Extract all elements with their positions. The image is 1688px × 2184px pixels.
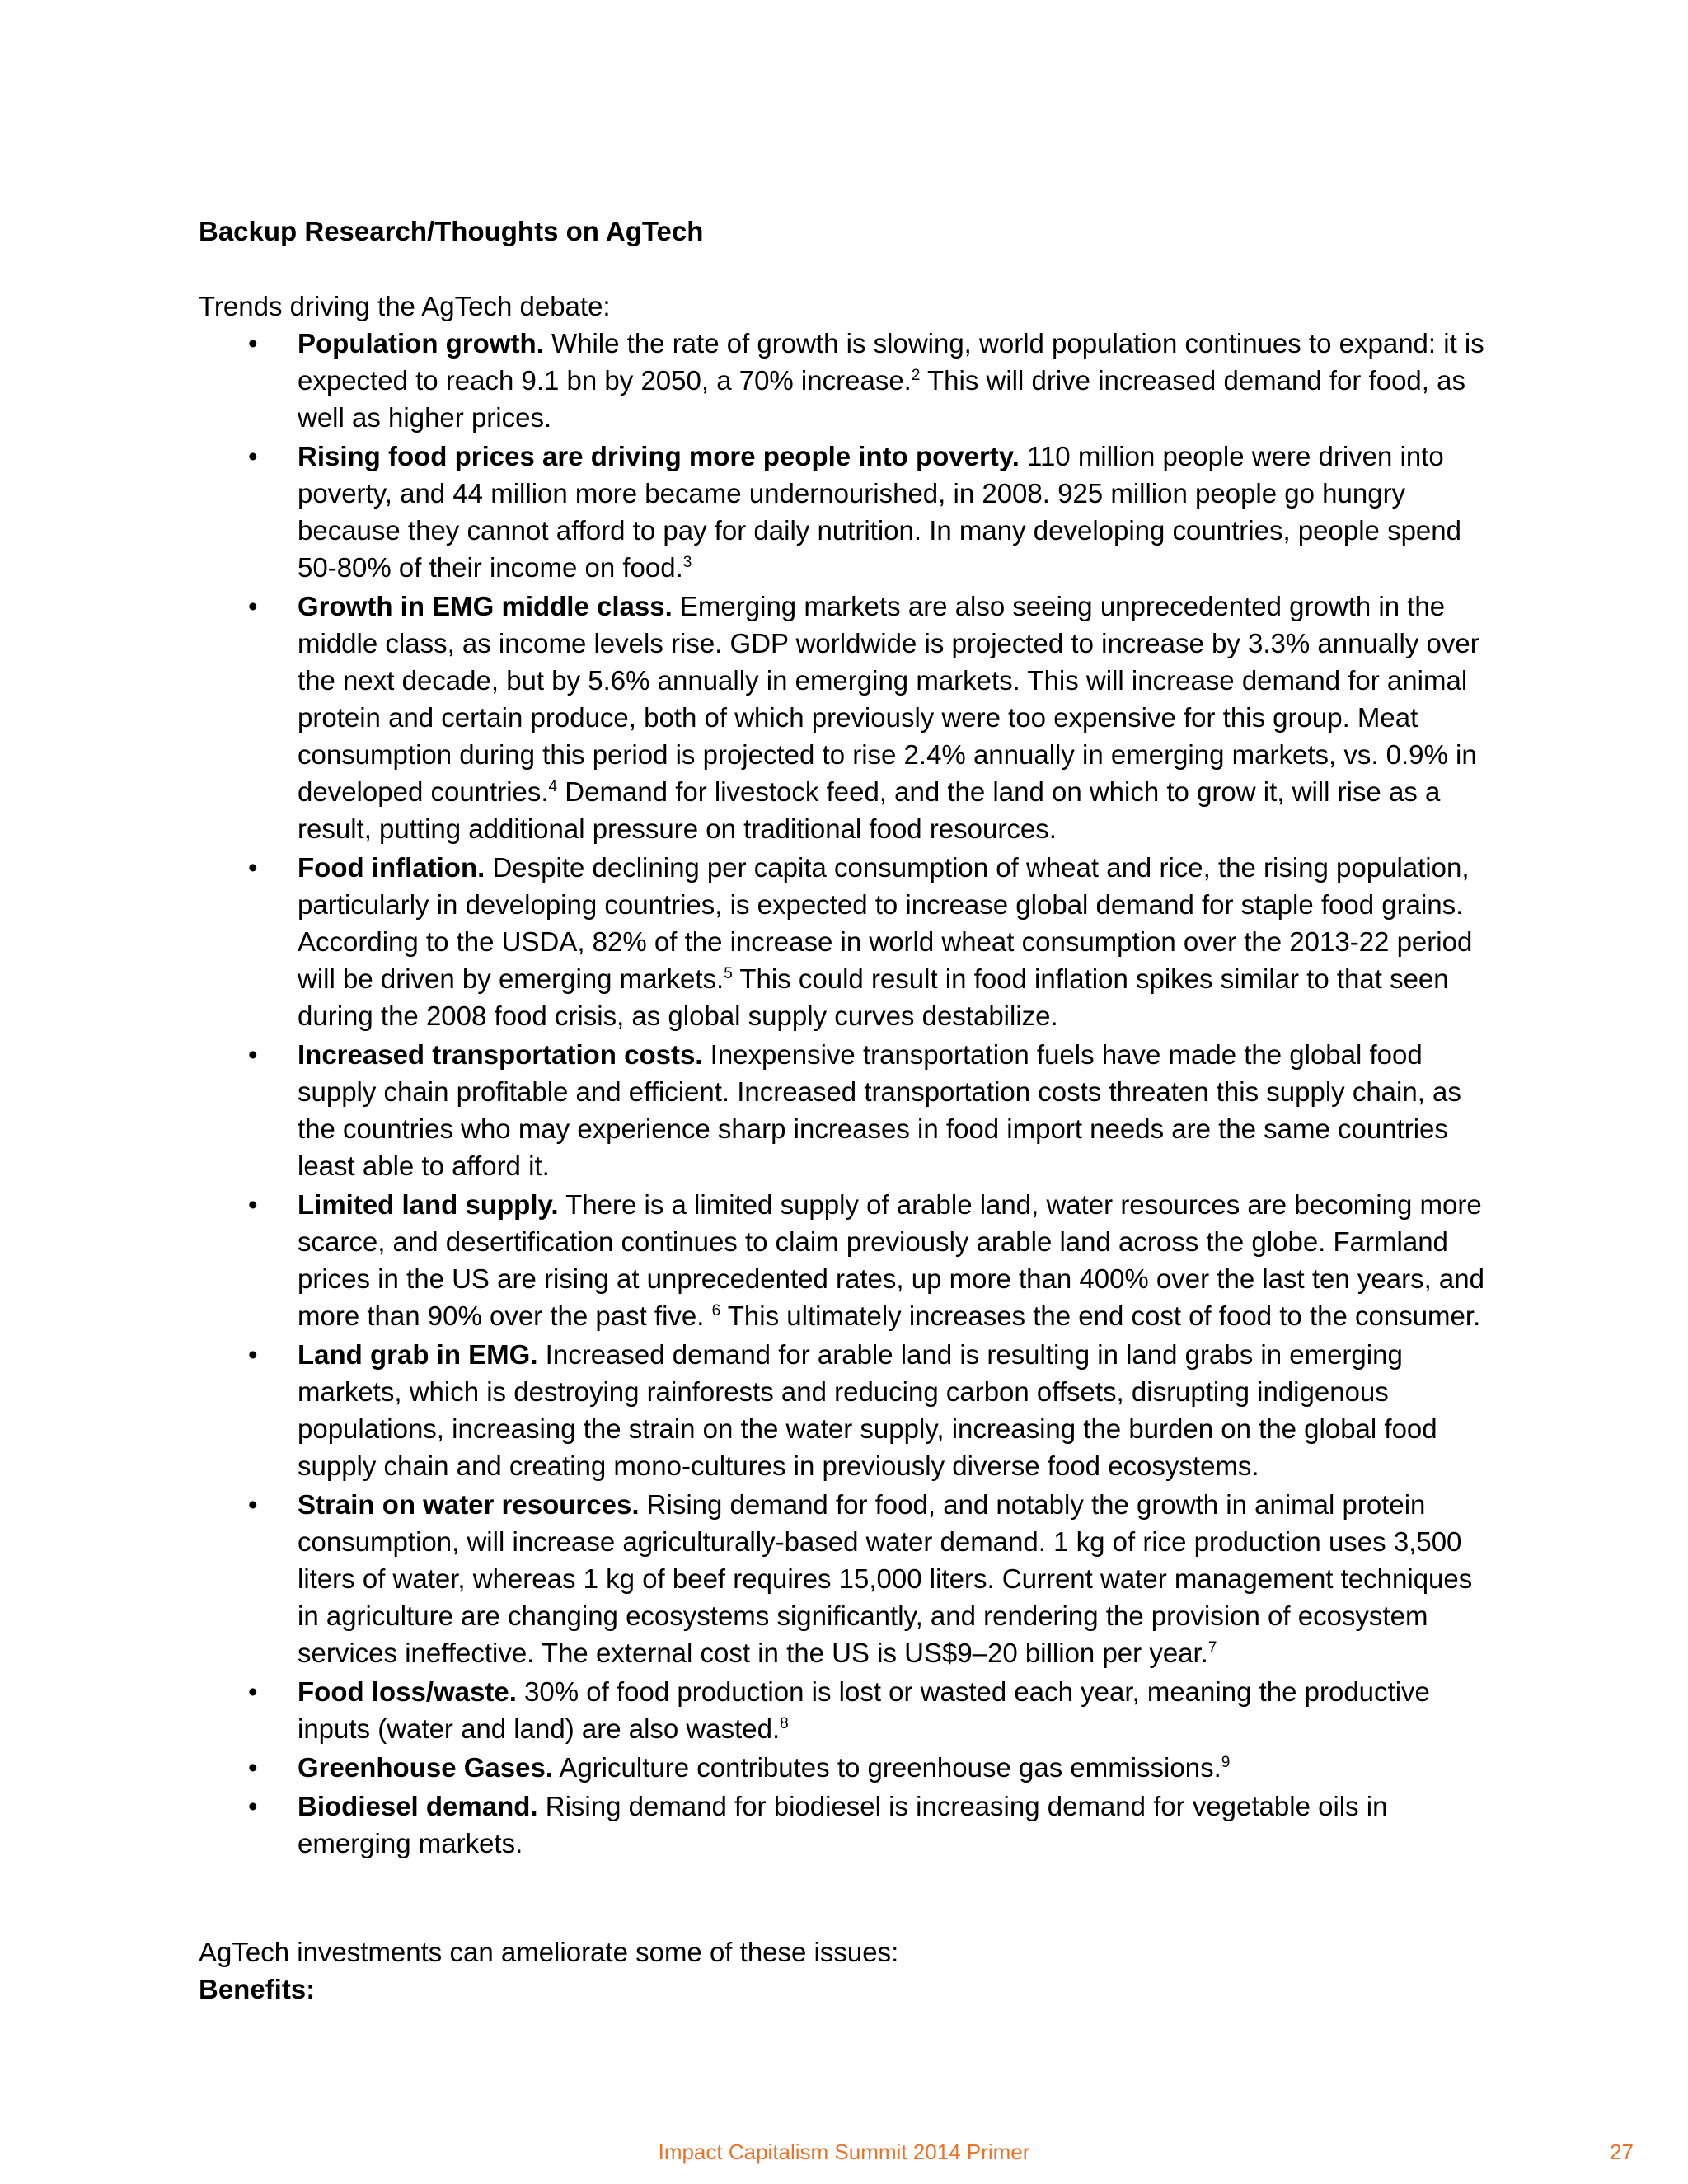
item-title: Limited land supply. <box>298 1189 559 1220</box>
item-text: Agriculture contributes to greenhouse gas emmissions. <box>552 1752 1221 1783</box>
list-item <box>199 588 1497 847</box>
bullet-icon: • <box>248 441 258 471</box>
bullet-icon: • <box>248 591 258 621</box>
trends-list <box>199 325 1497 1863</box>
item-text: Rising demand for biodiesel is increasing demand for vegetable oils in emerging markets. <box>298 1791 1388 1858</box>
item-text: Inexpensive transportation fuels have made the global food supply chain profitable and efficient. Increased transportation costs threaten this supply chain, as the countries who may experience sharp increases in food import needs are the same countries least able to afford it. <box>298 1039 1461 1181</box>
item-title: Growth in EMG middle class. <box>298 591 673 621</box>
list-item <box>199 1486 1497 1671</box>
item-text-tail: This will drive increased demand for food, as well as higher prices. <box>298 365 1465 433</box>
list-item <box>199 1749 1497 1786</box>
intro-text: Trends driving the AgTech debate: <box>199 291 611 321</box>
footnote-ref: 2 <box>911 367 921 384</box>
closing-text: AgTech investments can ameliorate some of these issues: <box>199 1937 899 1967</box>
bullet-icon: • <box>248 328 258 359</box>
bullet-icon: • <box>248 1039 258 1070</box>
bullet-icon: • <box>248 1339 258 1370</box>
bullet-icon: • <box>248 1676 258 1707</box>
footnote-ref: 8 <box>780 1715 789 1732</box>
benefits-label: Benefits: <box>199 1974 316 2004</box>
item-title: Increased transportation costs. <box>298 1039 703 1070</box>
item-text: There is a limited supply of arable land, water resources are becoming more scarce, and desertification continues to claim previously arable land across the globe. Farmland prices in the US are rising at unprecedented rates, up more than 400% over the last ten years, and more than 90% over the past five. <box>298 1189 1484 1331</box>
footnote-ref: 4 <box>548 778 558 795</box>
item-title: Food loss/waste. <box>298 1676 517 1707</box>
bullet-icon: • <box>248 1752 258 1783</box>
footnote-ref: 6 <box>711 1302 721 1319</box>
item-title: Biodiesel demand. <box>298 1791 538 1821</box>
item-title: Strain on water resources. <box>298 1489 640 1520</box>
item-title: Land grab in EMG. <box>298 1339 538 1370</box>
item-text: Emerging markets are also seeing unprecedented growth in the middle class, as income levels rise. GDP worldwide is projected to increase by 3.3% annually over the next decade, but by 5.6% annually in emerging markets. This will increase demand for animal protein and certain produce, both of which previously were too expensive for this group. Meat consumption during this period is projected to rise 2.4% annually in emerging markets, vs. 0.9% in developed countries. <box>298 591 1479 807</box>
bullet-icon: • <box>248 1189 258 1220</box>
list-item <box>199 849 1497 1034</box>
list-item <box>199 1186 1497 1334</box>
footnote-ref: 3 <box>682 554 692 571</box>
list-item <box>199 1673 1497 1747</box>
item-text: 30% of food production is lost or wasted each year, meaning the productive inputs (water and land) are also wasted. <box>298 1676 1430 1744</box>
item-text-tail: Demand for livestock feed, and the land on which to grow it, will rise as a result, putting additional pressure on traditional food resources. <box>298 776 1441 844</box>
item-title: Population growth. <box>298 328 544 359</box>
item-text: Despite declining per capita consumption of wheat and rice, the rising population, particularly in developing countries, is expected to increase global demand for staple food grains. According to the USDA, 82% of the increase in world wheat consumption over the 2013-22 period will be driven by emerging markets. <box>298 852 1473 994</box>
bullet-icon: • <box>248 1791 258 1821</box>
item-title: Rising food prices are driving more people into poverty. <box>298 441 1020 471</box>
list-item <box>199 1788 1497 1862</box>
list-item <box>199 325 1497 436</box>
item-text: 110 million people were driven into poverty, and 44 million more became undernourished, in 2008. 925 million people go hungry because they cannot afford to pay for daily nutrition. In many developing countries, people spend 50-80% of their income on food. <box>298 441 1461 583</box>
footer-title: Impact Capitalism Summit 2014 Primer <box>658 2139 1030 2164</box>
page-number: 27 <box>1610 2139 1634 2164</box>
item-text: Increased demand for arable land is resulting in land grabs in emerging markets, which is destroying rainforests and reducing carbon offsets, disrupting indigenous populations, increasing the strain on the water supply, increasing the burden on the global food supply chain and creating mono-cultures in previously diverse food ecosystems. <box>298 1339 1437 1481</box>
bullet-icon: • <box>248 1489 258 1520</box>
section-heading: Backup Research/Thoughts on AgTech <box>199 216 704 246</box>
footnote-ref: 5 <box>724 965 733 982</box>
bullet-icon: • <box>248 852 258 883</box>
footnote-ref: 7 <box>1207 1639 1217 1657</box>
item-title: Greenhouse Gases. <box>298 1752 553 1783</box>
item-text: While the rate of growth is slowing, world population continues to expand: it is expected to reach 9.1 bn by 2050, a 70% increase. <box>298 328 1484 396</box>
item-text-tail: This could result in food inflation spikes similar to that seen during the 2008 food crisis, as global supply curves destabilize. <box>298 963 1449 1031</box>
item-text-tail: This ultimately increases the end cost of food to the consumer. <box>720 1301 1481 1331</box>
list-item <box>199 438 1497 586</box>
list-item <box>199 1036 1497 1184</box>
item-text: Rising demand for food, and notably the growth in animal protein consumption, will increase agriculturally-based water demand. 1 kg of rice production uses 3,500 liters of water, whereas 1 kg of beef requires 15,000 liters. Current water management techniques in agriculture are changing ecosystems significantly, and rendering the provision of ecosystem services ineffective. The external cost in the US is US$9–20 billion per year. <box>298 1489 1473 1668</box>
footnote-ref: 9 <box>1221 1754 1231 1771</box>
item-title: Food inflation. <box>298 852 485 883</box>
list-item <box>199 1336 1497 1484</box>
